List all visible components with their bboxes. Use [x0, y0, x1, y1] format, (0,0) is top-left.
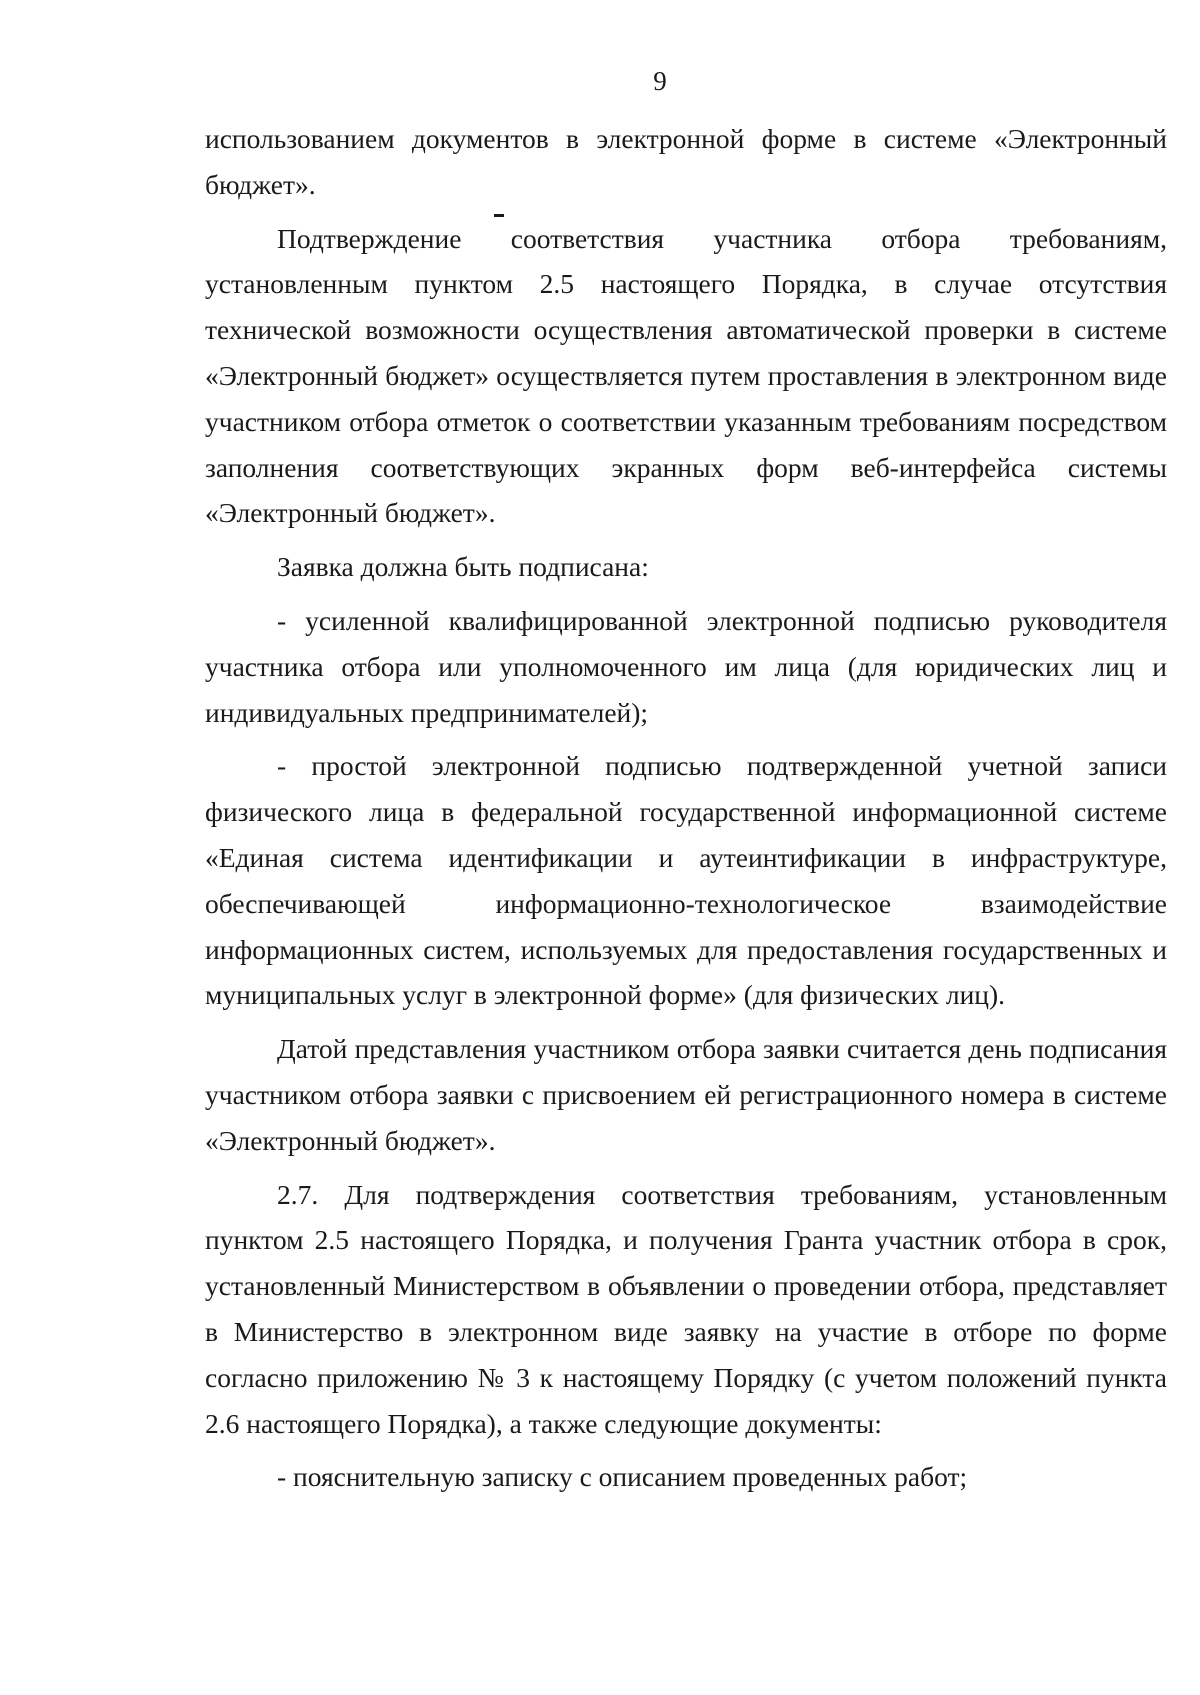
list-item-explanatory-note: - пояснительную записку с описанием проведенных работ; [277, 1461, 968, 1493]
page-number: 9 [653, 66, 667, 96]
paragraph-confirmation: Подтверждение соответствия участника отбора требованиям, установленным пунктом 2.5 настоящего Порядка, в случае отсутствия технической возможности осуществления автоматической проверки в системе «Электронный бюджет» осуществляется путем проставления в электронном виде участником отбора отметок о соответствии указанным требованиям посредством заполнения соответствующих экранных форм веб-интерфейса системы «Электронный бюджет». [205, 222, 1167, 529]
paragraph-continuation: использованием документов в электронной форме в системе «Электронный бюджет». [205, 123, 1167, 200]
list-item-qualified-signature: - усиленной квалифицированной электронной подписью руководителя участника отбора или уполномоченного им лица (для юридических лиц и индивидуальных предпринимателей); [205, 604, 1167, 728]
list-item-simple-signature: - простой электронной подписью подтвержденной учетной записи физического лица в федеральной государственной информационной системе «Единая система идентификации и аутеинтификации в инфраструктуре, обеспечивающей информационно-технологическое взаимодействие информационных систем, используемых для предоставления государственных и муниципальных услуг в электронной форме» (для физических лиц). [205, 750, 1167, 1011]
document-body [205, 116, 1167, 1500]
paragraph-section-2-7: 2.7. Для подтверждения соответствия требованиям, установленным пунктом 2.5 настоящего Порядка, и получения Гранта участник отбора в срок, установленный Министерством в объявлении о проведении отбора, представляет в Министерство в электронном виде заявку на участие в отборе по форме согласно приложению № 3 к настоящему Порядку (с учетом положений пункта 2.6 настоящего Порядка), а также следующие документы: [205, 1178, 1167, 1439]
paragraph-signature-heading: Заявка должна быть подписана: [277, 551, 649, 583]
paragraph-submission-date: Датой представления участником отбора заявки считается день подписания участником отбора заявки с присвоением ей регистрационного номера в системе «Электронный бюджет». [205, 1033, 1167, 1156]
